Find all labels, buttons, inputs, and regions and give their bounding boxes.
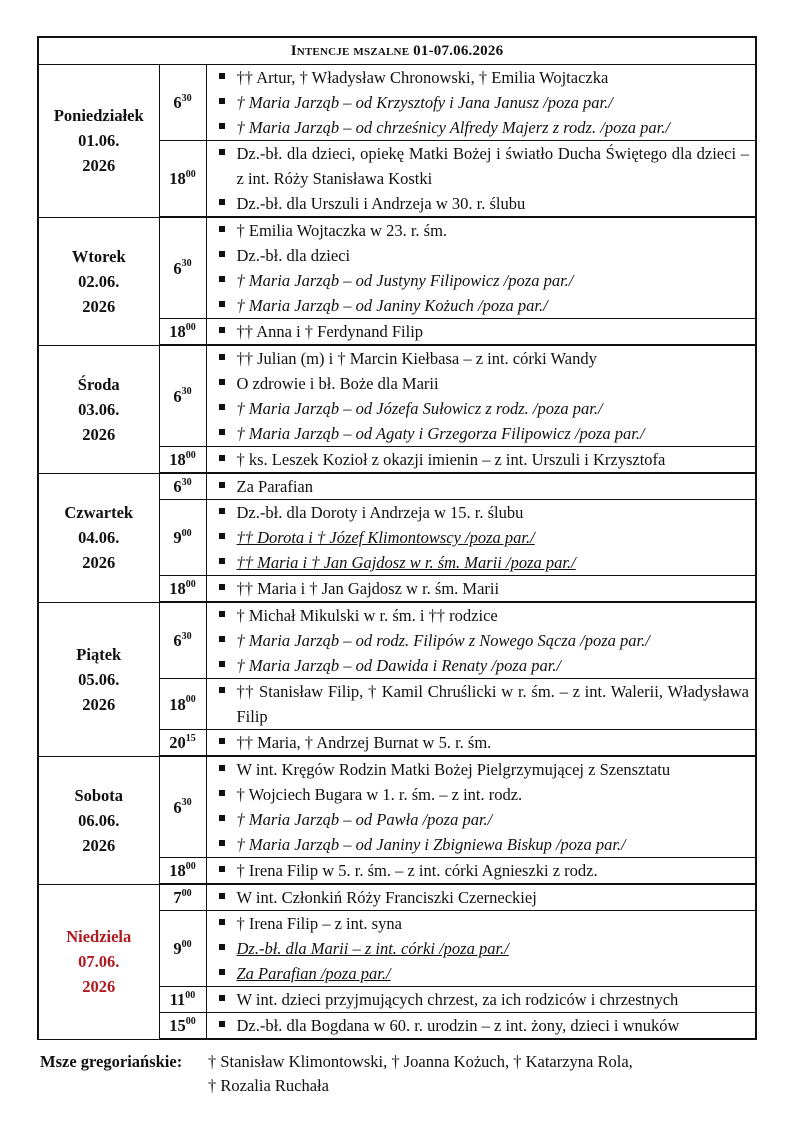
day-date: 03.06.	[78, 399, 120, 419]
mass-minute: 00	[185, 578, 196, 590]
intention-text: †† Julian (m) i † Marcin Kiełbasa – z int. córki Wandy	[236, 349, 597, 368]
mass-hour: 18	[169, 169, 186, 188]
intention-item	[217, 653, 750, 678]
mass-time	[159, 576, 206, 603]
intention-text: O zdrowie i bł. Boże dla Marii	[236, 374, 439, 393]
mass-time	[159, 679, 206, 730]
day-cell	[38, 602, 159, 756]
mass-hour: 18	[169, 861, 186, 880]
intention-text: Dz.-bł. dla dzieci	[236, 246, 351, 265]
mass-hour: 7	[173, 888, 182, 907]
day-year: 2026	[82, 156, 116, 176]
mass-hour: 20	[169, 733, 186, 752]
intention-list	[217, 911, 750, 986]
mass-minute: 30	[181, 476, 192, 488]
intention-text: W int. dzieci przyjmujących chrzest, za ich rodziców i chrzestnych	[236, 990, 679, 1009]
intention-text: † Maria Jarząb – od chrześnicy Alfredy Majerz z rodz. /poza par./	[236, 118, 670, 137]
day-name: Poniedziałek	[53, 106, 144, 126]
intention-item	[217, 191, 750, 216]
mass-time	[159, 884, 206, 911]
mass-minute: 30	[181, 797, 192, 808]
intention-text: Za Parafian /poza par./	[236, 964, 391, 983]
mass-hour: 18	[169, 450, 186, 469]
intention-text: Dz.-bł. dla Marii – z int. córki /poza par./	[236, 939, 509, 958]
day-date: 05.06.	[78, 669, 120, 689]
intention-list-cell	[206, 576, 756, 603]
intention-item	[217, 911, 750, 936]
intention-list-cell	[206, 319, 756, 346]
intention-list	[217, 576, 750, 601]
day-cell	[38, 217, 159, 345]
title-row	[38, 37, 756, 65]
gregorian-masses-label: Msze gregoriańskie:	[40, 1052, 183, 1071]
mass-time	[159, 911, 206, 987]
intention-item	[217, 730, 750, 755]
mass-time	[159, 500, 206, 576]
mass-hour: 6	[173, 93, 182, 112]
intention-list	[217, 218, 750, 318]
intention-item	[217, 832, 750, 857]
mass-time	[159, 141, 206, 218]
intention-text: Za Parafian	[236, 477, 313, 496]
day-date: 07.06.	[78, 952, 120, 971]
intention-list	[217, 141, 750, 216]
day-date: 02.06.	[78, 271, 120, 291]
intention-list-cell	[206, 500, 756, 576]
intention-text: † Maria Jarząb – od Agaty i Grzegorza Filipowicz /poza par./	[236, 424, 645, 443]
day-name: Sobota	[74, 785, 124, 805]
intention-item	[217, 525, 750, 550]
intention-item	[217, 961, 750, 986]
mass-hour: 6	[173, 386, 182, 406]
mass-hour: 6	[173, 631, 182, 650]
day-name: Środa	[77, 374, 120, 394]
intention-list-cell	[206, 1013, 756, 1040]
intention-list	[217, 319, 750, 344]
day-name: Niedziela	[66, 927, 132, 946]
intention-list-cell	[206, 987, 756, 1013]
mass-hour: 11	[169, 990, 186, 1009]
mass-time	[159, 1013, 206, 1040]
mass-time	[159, 730, 206, 757]
intention-item	[217, 885, 750, 910]
intention-list-cell	[206, 602, 756, 679]
intention-text: Dz.-bł. dla Urszuli i Andrzeja w 30. r. ślubu	[236, 194, 526, 213]
mass-hour: 6	[173, 258, 182, 278]
intention-list	[217, 757, 750, 857]
intention-list-cell	[206, 679, 756, 730]
intentions-body	[38, 37, 756, 1039]
mass-hour: 18	[169, 322, 186, 341]
mass-minute: 15	[185, 732, 196, 744]
intention-item	[217, 243, 750, 268]
mass-minute: 00	[181, 938, 192, 950]
intention-list	[217, 603, 750, 678]
intention-list-cell	[206, 730, 756, 757]
intention-text: Dz.-bł. dla Bogdana w 60. r. urodzin – z int. żony, dzieci i wnuków	[236, 1016, 680, 1035]
intention-item	[217, 268, 750, 293]
intention-list-cell	[206, 345, 756, 447]
slot-row	[38, 884, 756, 911]
intention-list	[217, 447, 750, 472]
intention-list	[217, 858, 750, 883]
intention-list	[217, 1013, 750, 1038]
intention-text: †† Maria i † Jan Gajdosz w r. śm. Marii /poza par./	[236, 553, 576, 572]
mass-time	[159, 858, 206, 885]
intention-item	[217, 474, 750, 499]
intention-item	[217, 218, 750, 243]
mass-time	[159, 756, 206, 858]
mass-time	[159, 65, 206, 141]
intention-list-cell	[206, 911, 756, 987]
intention-text: † Maria Jarząb – od Justyny Filipowicz /poza par./	[236, 271, 574, 290]
intention-list-cell	[206, 65, 756, 141]
mass-hour: 6	[173, 477, 182, 496]
intention-item	[217, 757, 750, 782]
gregorian-masses-line: † Rozalia Ruchała	[208, 1076, 329, 1095]
mass-minute: 00	[185, 449, 196, 461]
slot-row	[38, 473, 756, 500]
intention-item	[217, 421, 750, 446]
mass-time	[159, 217, 206, 319]
intention-item	[217, 396, 750, 421]
intention-item	[217, 447, 750, 472]
day-year: 2026	[82, 835, 116, 855]
intention-item	[217, 346, 750, 371]
slot-row	[38, 602, 756, 679]
intention-text: Dz.-bł. dla dzieci, opiekę Matki Bożej i światło Ducha Świętego dla dzieci – z int. Róży Stanisława Kostki	[236, 144, 749, 188]
day-cell	[38, 473, 159, 602]
intention-item	[217, 293, 750, 318]
intention-text: †† Artur, † Władysław Chronowski, † Emilia Wojtaczka	[236, 68, 609, 87]
intention-item	[217, 603, 750, 628]
intention-list	[217, 987, 750, 1012]
intention-text: † Irena Filip w 5. r. śm. – z int. córki Agnieszki z rodz.	[236, 861, 598, 880]
intention-text: † Maria Jarząb – od Józefa Sułowicz z rodz. /poza par./	[236, 399, 603, 418]
intention-item	[217, 115, 750, 140]
day-year: 2026	[82, 296, 116, 316]
intention-item	[217, 987, 750, 1012]
mass-hour: 18	[169, 694, 186, 714]
intention-item	[217, 319, 750, 344]
intention-list-cell	[206, 217, 756, 319]
day-name: Czwartek	[64, 503, 134, 522]
day-date: 06.06.	[78, 810, 120, 830]
intention-text: † Maria Jarząb – od Dawida i Renaty /poza par./	[236, 656, 561, 675]
intention-text: † Emilia Wojtaczka w 23. r. śm.	[236, 221, 448, 240]
mass-time	[159, 602, 206, 679]
intention-text: † Michał Mikulski w r. śm. i †† rodzice	[236, 606, 498, 625]
slot-row	[38, 345, 756, 447]
intention-list-cell	[206, 756, 756, 858]
intention-list-cell	[206, 447, 756, 474]
mass-time	[159, 447, 206, 474]
mass-time	[159, 319, 206, 346]
intention-item	[217, 500, 750, 525]
slot-row	[38, 65, 756, 141]
mass-minute: 30	[181, 258, 192, 269]
day-year: 2026	[82, 694, 116, 714]
intention-text: † Maria Jarząb – od Janiny i Zbigniewa Biskup /poza par./	[236, 835, 626, 854]
intention-item	[217, 550, 750, 575]
intention-list-cell	[206, 884, 756, 911]
day-cell	[38, 756, 159, 884]
day-year: 2026	[82, 553, 116, 572]
intention-text: † Maria Jarząb – od Janiny Kożuch /poza par./	[236, 296, 548, 315]
mass-minute: 00	[185, 860, 196, 872]
intention-list	[217, 730, 750, 755]
intention-text: W int. Kręgów Rodzin Matki Bożej Pielgrzymującej z Szensztatu	[236, 760, 671, 779]
mass-hour: 9	[173, 528, 182, 547]
intention-list	[217, 679, 750, 729]
intention-text: †† Maria, † Andrzej Burnat w 5. r. śm.	[236, 733, 492, 752]
intention-list	[217, 346, 750, 446]
mass-hour: 6	[173, 797, 182, 817]
day-name: Wtorek	[71, 246, 126, 266]
intention-item	[217, 141, 750, 191]
intention-text: † ks. Leszek Kozioł z okazji imienin – z int. Urszuli i Krzysztofa	[236, 450, 666, 469]
mass-minute: 30	[181, 630, 192, 642]
mass-hour: 15	[169, 1016, 186, 1035]
day-cell	[38, 65, 159, 218]
intention-list	[217, 65, 750, 140]
intention-text: †† Stanisław Filip, † Kamil Chruślicki w r. śm. – z int. Walerii, Władysława Filip	[236, 682, 749, 726]
intention-text: W int. Członkiń Róży Franciszki Czerneckiej	[236, 888, 537, 907]
mass-minute: 30	[181, 92, 192, 104]
intention-text: † Irena Filip – z int. syna	[236, 914, 402, 933]
intention-list-cell	[206, 858, 756, 885]
day-name: Piątek	[76, 644, 122, 664]
intention-text: †† Dorota i † Józef Klimontowscy /poza par./	[236, 528, 535, 547]
page-title: Intencje mszalne 01-07.06.2026	[38, 37, 756, 65]
slot-row	[38, 217, 756, 319]
gregorian-masses-line: † Stanisław Klimontowski, † Joanna Kożuch, † Katarzyna Rola,	[208, 1052, 633, 1071]
day-date: 04.06.	[78, 528, 120, 547]
intention-item	[217, 576, 750, 601]
mass-time	[159, 473, 206, 500]
intention-item	[217, 90, 750, 115]
intention-list-cell	[206, 473, 756, 500]
intention-text: † Maria Jarząb – od Krzysztofy i Jana Janusz /poza par./	[236, 93, 613, 112]
mass-time	[159, 987, 206, 1013]
intentions-table	[37, 36, 757, 1040]
intention-text: Dz.-bł. dla Doroty i Andrzeja w 15. r. ślubu	[236, 503, 524, 522]
intention-list-cell	[206, 141, 756, 218]
mass-hour: 18	[169, 579, 186, 598]
intention-text: † Maria Jarząb – od rodz. Filipów z Nowego Sącza /poza par./	[236, 631, 650, 650]
intention-item	[217, 807, 750, 832]
intention-text: † Wojciech Bugara w 1. r. śm. – z int. rodz.	[236, 785, 523, 804]
day-date: 01.06.	[78, 131, 120, 151]
mass-minute: 00	[185, 1015, 196, 1027]
day-year: 2026	[82, 977, 116, 996]
mass-minute: 00	[185, 321, 196, 333]
intention-text: †† Maria i † Jan Gajdosz w r. śm. Marii	[236, 579, 500, 598]
mass-minute: 00	[181, 527, 192, 539]
mass-minute: 00	[181, 887, 192, 899]
intention-list	[217, 500, 750, 575]
intention-item	[217, 371, 750, 396]
intention-item	[217, 628, 750, 653]
intention-item	[217, 679, 750, 729]
intention-list	[217, 474, 750, 499]
day-year: 2026	[82, 424, 116, 444]
mass-minute: 00	[185, 989, 196, 1001]
intention-item	[217, 782, 750, 807]
mass-hour: 9	[173, 939, 182, 958]
mass-minute: 30	[181, 386, 192, 397]
mass-minute: 00	[185, 694, 196, 705]
intention-item	[217, 858, 750, 883]
intention-item	[217, 1013, 750, 1038]
day-cell	[38, 884, 159, 1039]
day-cell	[38, 345, 159, 473]
gregorian-masses	[40, 1050, 760, 1098]
mass-time	[159, 345, 206, 447]
mass-minute: 00	[185, 168, 196, 180]
slot-row	[38, 756, 756, 858]
intention-text: † Maria Jarząb – od Pawła /poza par./	[236, 810, 493, 829]
gregorian-masses-list	[208, 1050, 760, 1098]
intention-item	[217, 936, 750, 961]
intention-list	[217, 885, 750, 910]
intention-item	[217, 65, 750, 90]
intention-text: †† Anna i † Ferdynand Filip	[236, 322, 424, 341]
